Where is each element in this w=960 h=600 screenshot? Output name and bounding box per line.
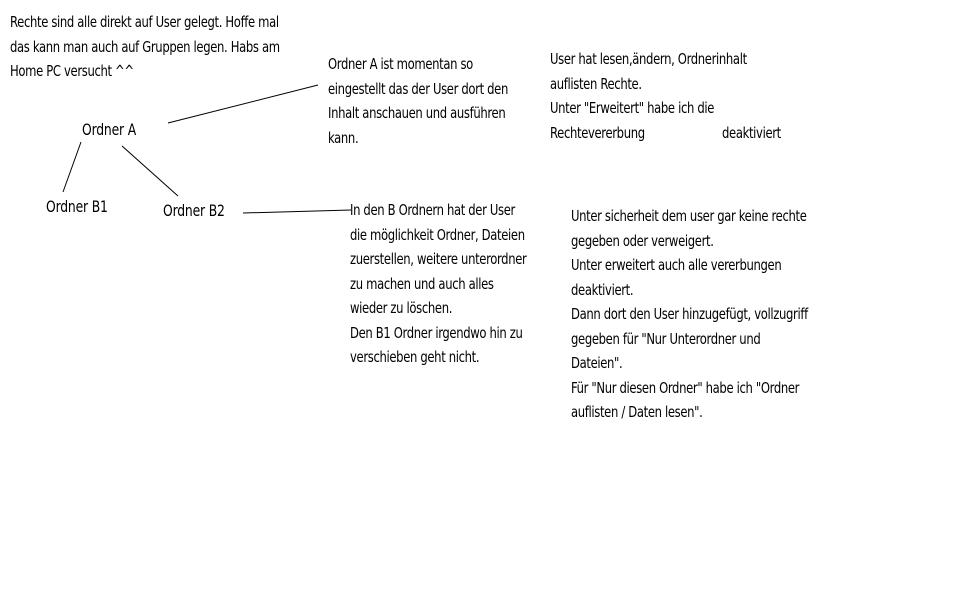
note-deaktiviert [722,121,781,146]
note-line: gegeben oder verweigert. [571,231,714,250]
note-line: Unter "Erweitert" habe ich die [550,99,715,117]
note-line: Den B1 Ordner irgendwo hin zu [350,323,523,342]
connector-a-to-b1 [63,142,81,192]
connector-a-to-b2 [122,146,178,196]
node-label: Ordner A [82,120,137,139]
note-line: zuerstellen, weitere unterordner [350,250,527,268]
note-line: die möglichkeit Ordner, Dateien [350,225,525,244]
note-line: Für "Nur diesen Ordner" habe ich "Ordner [571,378,800,397]
note-line: User hat lesen,ändern, Ordnerinhalt [550,50,747,68]
note-sicherheit [571,204,808,425]
connector-a-to-note [168,85,318,123]
note-line: kann. [328,128,359,147]
connector-b2-to-note [243,210,351,213]
note-line: Dann dort den User hinzugefügt, vollzugriff [571,305,808,323]
note-b-ordner [350,198,526,370]
node-label: Ordner B1 [46,197,108,216]
note-line: deaktiviert [722,124,781,142]
note-line: eingestellt das der User dort den [328,79,508,98]
note-home-pc [10,10,280,84]
note-line: Dateien". [571,354,623,372]
note-line: In den B Ordnern hat der User [350,201,515,219]
note-line: Home PC versucht ^^ [10,62,134,80]
node-ordner-b2 [163,201,225,221]
note-line: auflisten / Daten lesen". [571,403,703,421]
note-line: das kann man auch auf Gruppen legen. Habs am [10,37,280,56]
note-line: Unter sicherheit dem user gar keine rechte [571,207,807,225]
note-line: Ordner A ist momentan so [328,55,473,73]
node-ordner-a [82,120,136,140]
note-line: Unter erweitert auch alle vererbungen [571,256,782,274]
note-ordner-a [328,52,508,150]
node-label: Ordner B2 [163,201,225,220]
node-ordner-b1 [46,197,108,217]
note-line: Inhalt anschauen und ausführen [328,104,506,122]
note-line: zu machen und auch alles [350,274,494,293]
note-line: deaktiviert. [571,280,634,299]
note-line: Rechtevererbung [550,123,645,142]
note-line: wieder zu löschen. [350,299,453,317]
note-line: gegeben für "Nur Unterordner und [571,329,761,348]
note-line: Rechte sind alle direkt auf User gelegt. Hoffe mal [10,13,279,31]
note-user-rights [550,47,747,145]
note-line: auflisten Rechte. [550,74,642,93]
note-line: verschieben geht nicht. [350,348,480,366]
